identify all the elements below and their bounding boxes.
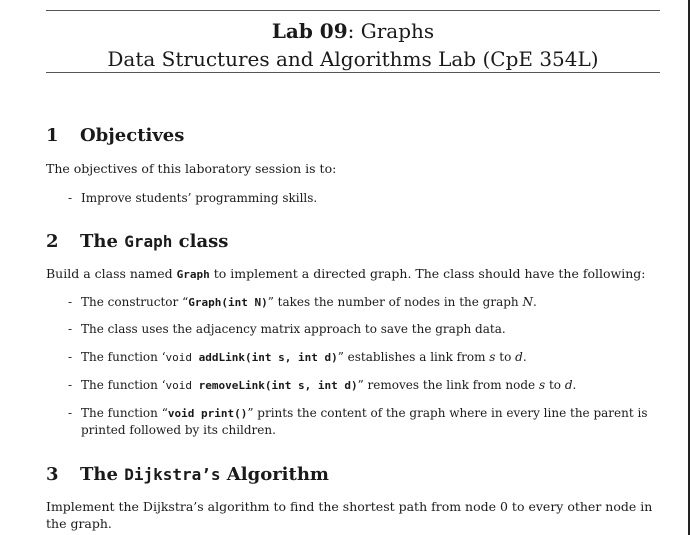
bullet-mid: to — [545, 378, 565, 392]
bullet-code: void print() — [167, 407, 248, 420]
bullet-text-post: ” takes the number of nodes in the graph — [267, 295, 523, 309]
bullet-text-post: ” prints the content of the graph where in every line the parent is printed followed by its children. — [81, 406, 648, 437]
section-title-pre: The — [80, 464, 125, 485]
math-var: s — [489, 350, 496, 364]
bullet-dash: - — [68, 295, 73, 309]
bullet-body — [81, 405, 662, 439]
section-title: Objectives — [80, 125, 185, 146]
section-number: 2 — [46, 231, 59, 252]
bullet-text-pre: The function ‘ — [81, 350, 166, 364]
bullet-code: removeLink(int s, int d) — [192, 379, 358, 392]
bullet-code-kw: void — [165, 379, 193, 392]
bullet-end: . — [522, 350, 527, 364]
section-3-paragraph: Implement the Dijkstra’s algorithm to find the shortest path from node 0 to every other node in the graph. — [46, 499, 653, 531]
bullet-dash: - — [68, 378, 73, 392]
bullet-code-kw: void — [165, 351, 193, 364]
section-number: 3 — [46, 464, 59, 485]
bullet-text-pre: The constructor “ — [81, 295, 189, 309]
bullet-text: Improve students’ programming skills. — [81, 191, 318, 205]
list-item — [68, 377, 576, 394]
header-top-rule — [46, 10, 660, 11]
math-var: d — [515, 350, 523, 364]
list-item — [68, 405, 662, 439]
math-var: N — [522, 295, 533, 309]
title-bold: Lab 09 — [271, 19, 348, 43]
bullet-code: addLink(int s, int d) — [192, 351, 338, 364]
section-1-heading — [46, 125, 184, 147]
section-1-intro: The objectives of this laboratory session is to: — [46, 161, 337, 176]
list-item — [68, 349, 527, 366]
title-rest: : Graphs — [347, 19, 435, 43]
section-title-post: class — [172, 231, 229, 252]
header-bottom-rule — [46, 72, 660, 73]
bullet-code: Graph(int N) — [188, 296, 268, 309]
section-2-heading — [46, 231, 228, 253]
section-title-code: Dijkstra’s — [124, 465, 221, 484]
bullet-text-post: ” removes the link from node — [357, 378, 539, 392]
bullet-text-pre: The function ‘ — [81, 378, 166, 392]
intro-pre: Build a class named — [46, 266, 177, 281]
section-title-code: Graph — [124, 232, 173, 251]
page-edge — [688, 0, 690, 535]
math-var: s — [538, 378, 546, 392]
bullet-end: . — [572, 378, 577, 392]
document-title — [46, 18, 660, 44]
math-var: d — [564, 378, 573, 392]
section-title-pre: The — [80, 231, 125, 252]
section-3-heading — [46, 464, 329, 486]
section-title-post: Algorithm — [220, 464, 329, 485]
intro-post: to implement a directed graph. The class should have the following: — [209, 266, 646, 281]
intro-code: Graph — [176, 268, 210, 281]
section-number: 1 — [46, 125, 59, 146]
bullet-text: The class uses the adjacency matrix approach to save the graph data. — [81, 322, 506, 336]
list-item — [68, 190, 317, 206]
document-subtitle: Data Structures and Algorithms Lab (CpE 354L) — [107, 47, 599, 71]
bullet-dash: - — [68, 191, 73, 205]
bullet-dash: - — [68, 406, 73, 420]
bullet-dash: - — [68, 322, 73, 336]
list-item — [68, 321, 506, 337]
section-2-intro — [46, 265, 666, 283]
bullet-text-post: ” establishes a link from — [337, 350, 490, 364]
bullet-mid: to — [495, 350, 516, 364]
bullet-dash: - — [68, 350, 73, 364]
bullet-text-pre: The function “ — [81, 406, 168, 420]
bullet-end: . — [532, 295, 537, 309]
list-item — [68, 294, 537, 311]
